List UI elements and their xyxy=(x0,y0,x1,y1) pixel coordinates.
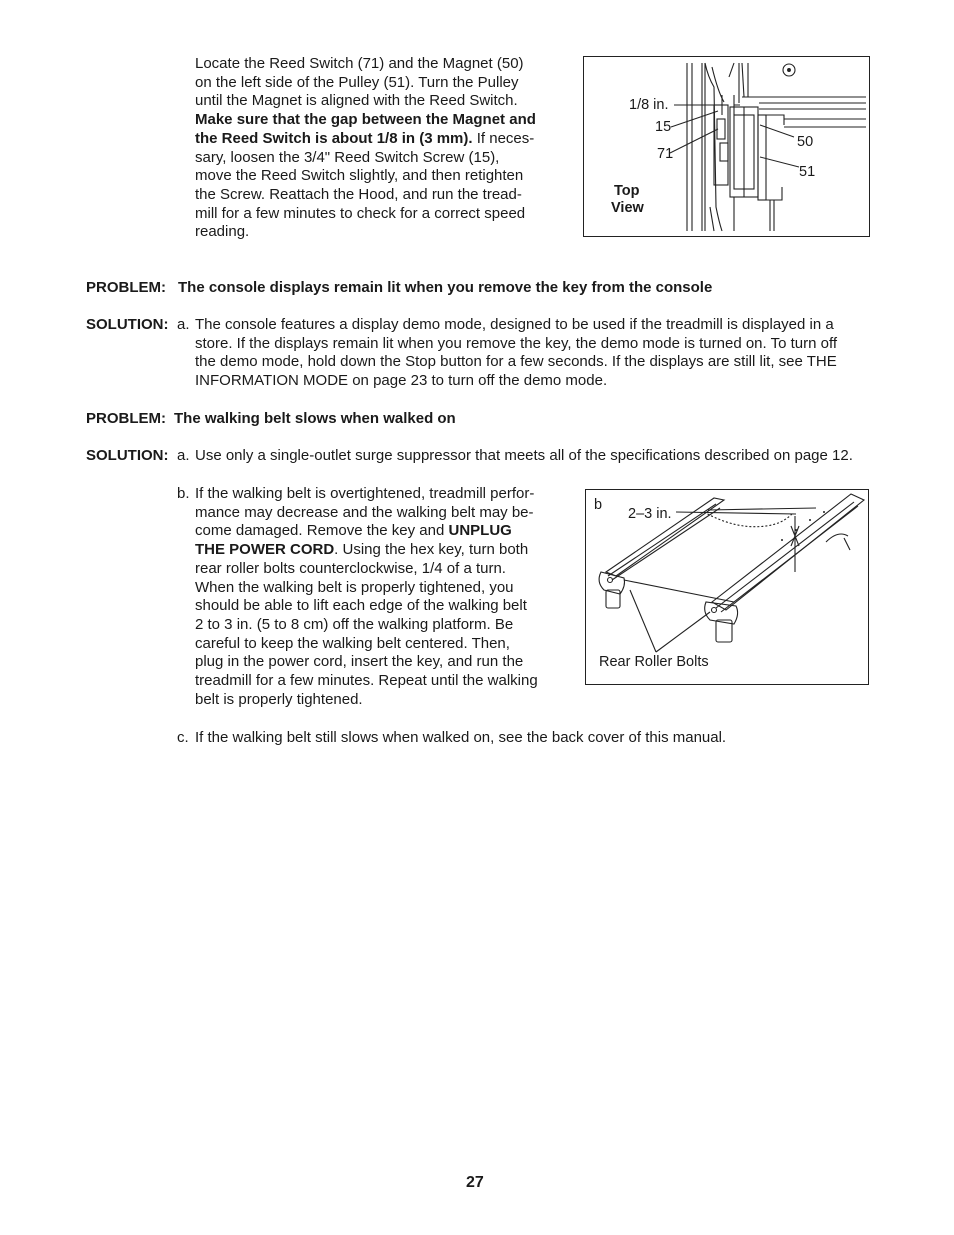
b-line-6: When the walking belt is properly tightened, you xyxy=(195,578,514,596)
solution-1-line-2: store. If the displays remain lit when you remove the key, the demo mode is turned on. To turn off xyxy=(195,334,838,352)
reed-line-5 xyxy=(195,130,565,149)
belt-lift-measure: 2–3 in. xyxy=(628,506,672,522)
callout-51: 51 xyxy=(799,164,816,180)
b-line-3-text: come damaged. Remove the key and xyxy=(195,522,449,540)
gap-label: 1/8 in. xyxy=(629,97,669,113)
reed-line-5-tail: If neces- xyxy=(472,129,535,147)
b-line-7: should be able to lift each edge of the walking belt xyxy=(195,597,527,615)
reed-line-2: on the left side of the Pulley (51). Turn the Pulley xyxy=(195,73,519,91)
callout-15: 15 xyxy=(655,119,672,135)
solution-1-line-1: The console features a display demo mode, designed to be used if the treadmill is displayed in a xyxy=(195,316,834,333)
reed-line-3: until the Magnet is aligned with the Reed Switch. xyxy=(195,92,518,110)
solution-2-a-letter: a. xyxy=(177,447,190,464)
b-line-5: rear roller bolts counterclockwise, 1/4 of a turn. xyxy=(195,559,506,577)
b-line-3 xyxy=(195,522,565,541)
belt-tension-figure xyxy=(585,489,869,685)
rear-roller-bolts-label: Rear Roller Bolts xyxy=(599,654,709,670)
b-line-1: If the walking belt is overtightened, treadmill perfor- xyxy=(195,485,535,502)
b-line-8: 2 to 3 in. (5 to 8 cm) off the walking platform. Be xyxy=(195,615,514,633)
reed-line-7: move the Reed Switch slightly, and then retighten xyxy=(195,167,524,185)
callout-71: 71 xyxy=(657,146,674,162)
reed-gap-emphasis: the Reed Switch is about 1/8 in (3 mm). xyxy=(195,129,473,147)
reed-line-4: Make sure that the gap between the Magnet and xyxy=(195,111,536,129)
problem-2-text: The walking belt slows when walked on xyxy=(174,410,456,427)
solution-1-body xyxy=(195,316,885,391)
unplug-emphasis: UNPLUG xyxy=(448,522,512,540)
reed-line-9: mill for a few minutes to check for a correct speed xyxy=(195,204,526,222)
figure-b-letter: b xyxy=(594,497,603,513)
solution-1-label: SOLUTION: xyxy=(86,316,169,333)
power-cord-emphasis: THE POWER CORD xyxy=(195,541,335,559)
page-number: 27 xyxy=(466,1174,484,1191)
solution-1-line-4: INFORMATION MODE on page 23 to turn off the demo mode. xyxy=(195,372,608,390)
b-line-11: treadmill for a few minutes. Repeat until the walking xyxy=(195,672,538,690)
b-line-2: mance may decrease and the walking belt may be- xyxy=(195,503,534,521)
problem-1-label: PROBLEM: xyxy=(86,279,166,296)
solution-2-a-text: Use only a single-outlet surge suppressor that meets all of the specifications described on page 12. xyxy=(195,447,853,464)
b-line-4-text: . Using the hex key, turn both xyxy=(334,541,529,559)
solution-1-letter: a. xyxy=(177,316,190,333)
reed-line-10: reading. xyxy=(195,223,250,241)
reed-line-1: Locate the Reed Switch (71) and the Magnet (50) xyxy=(195,55,524,72)
solution-2-b-body xyxy=(195,485,565,709)
b-line-12: belt is properly tightened. xyxy=(195,690,363,708)
view-label-top: Top xyxy=(614,183,640,199)
problem-1-text: The console displays remain lit when you remove the key from the console xyxy=(178,279,713,296)
problem-2-label: PROBLEM: xyxy=(86,410,166,427)
solution-2-c-text: If the walking belt still slows when walked on, see the back cover of this manual. xyxy=(195,729,727,746)
view-label-view: View xyxy=(611,200,644,216)
b-line-4 xyxy=(195,541,565,560)
reed-line-8: the Screw. Reattach the Hood, and run the tread- xyxy=(195,185,522,203)
reed-switch-instructions xyxy=(195,55,565,242)
solution-2-label: SOLUTION: xyxy=(86,447,169,464)
b-line-10: plug in the power cord, insert the key, and run the xyxy=(195,653,524,671)
b-line-9: careful to keep the walking belt centered. Then, xyxy=(195,634,510,652)
solution-2-b-letter: b. xyxy=(177,485,190,502)
solution-2-c-letter: c. xyxy=(177,729,189,746)
callout-50: 50 xyxy=(797,134,814,150)
reed-line-6: sary, loosen the 3/4" Reed Switch Screw (15), xyxy=(195,148,500,166)
top-view-figure xyxy=(583,56,870,237)
solution-1-line-3: the demo mode, hold down the Stop button for a few seconds. If the displays are still lit, see THE xyxy=(195,353,837,371)
